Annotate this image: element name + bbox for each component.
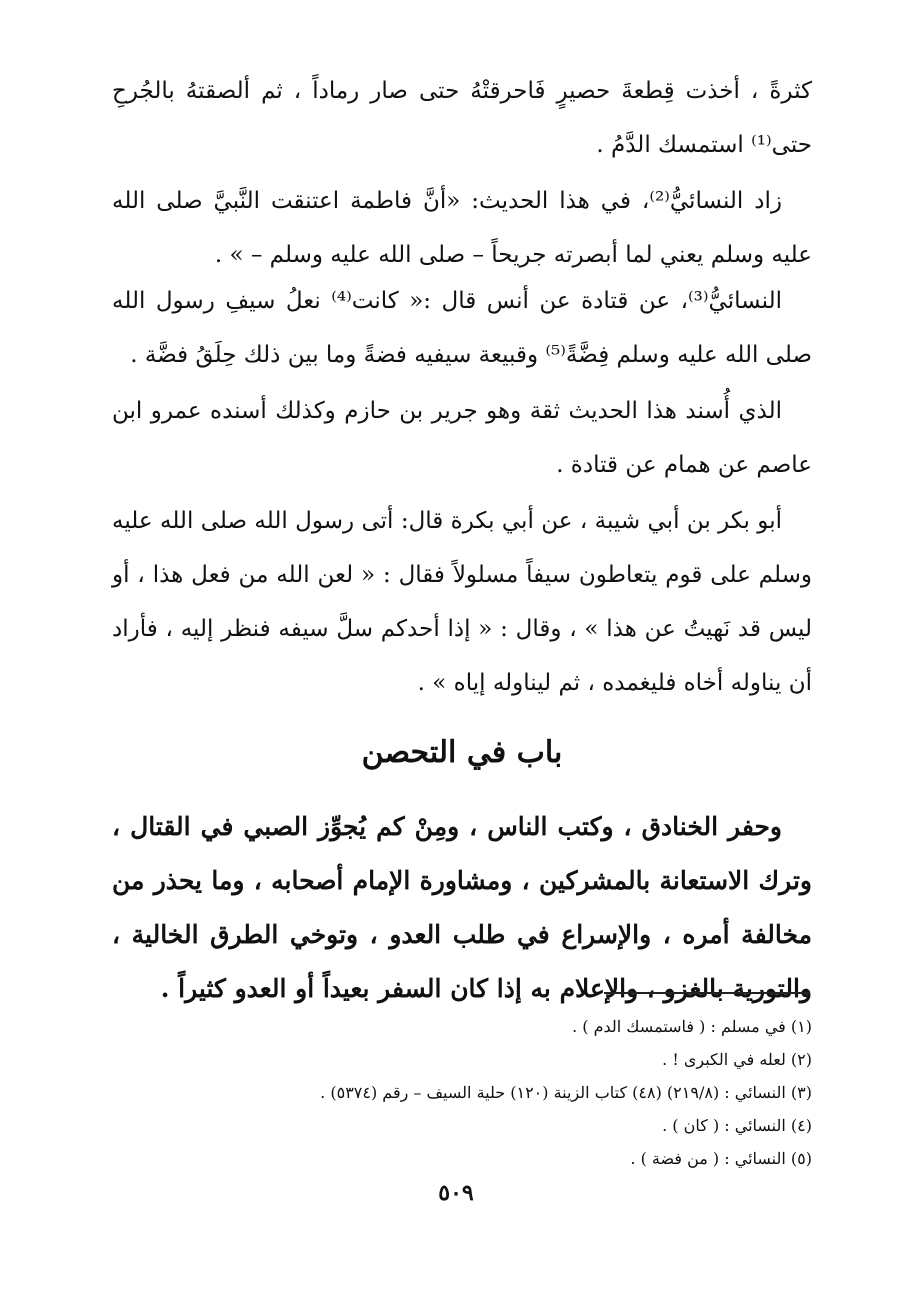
body-text xyxy=(112,494,812,710)
section-summary xyxy=(112,800,812,1016)
footnote-divider xyxy=(604,992,810,994)
body-text xyxy=(112,174,812,282)
footnote-1: (١) في مسلم : ( فاستمسك الدم ) . xyxy=(572,1017,812,1036)
paragraph-5: أبو بكر بن أبي شيبة ، عن أبي بكرة قال: أتى رسول الله صلى الله عليه وسلم على قوم يتعاطون سيفاً مسلولاً فقال : « لعن الله من فعل هذا ، أو ليس قد نَهيتُ عن هذا » ، وقال : « إذا أحدكم سلَّ سيفه فنظر إليه ، فأراد أن يناوله أخاه فليغمده ، ثم ليناوله إياه » . xyxy=(112,508,812,696)
body-text xyxy=(112,64,812,172)
paragraph-3: النسائيُّ⁽³⁾، عن قتادة عن أنس قال :« كانت⁽⁴⁾ نعلُ سيفِ رسول الله صلى الله عليه وسلم فِضَّةً⁽⁵⁾ وقبيعة سيفيه فضةً وما بين ذلك حِلَقُ فضَّة . xyxy=(112,288,812,368)
paragraph-4: الذي أُسند هذا الحديث ثقة وهو جرير بن حازم وكذلك أسنده عمرو ابن عاصم عن همام عن قتادة . xyxy=(112,398,812,478)
footnote-3: (٣) النسائي : (٢١٩/٨) (٤٨) كتاب الزينة (١٢٠) حلية السيف – رقم (٥٣٧٤) . xyxy=(320,1083,812,1102)
body-text xyxy=(112,274,812,382)
footnote-4: (٤) النسائي : ( كان ) . xyxy=(662,1116,812,1135)
footnote-5: (٥) النسائي : ( من فضة ) . xyxy=(630,1149,812,1168)
page-number: ٥٠٩ xyxy=(438,1180,474,1206)
paragraph-2: زاد النسائيُّ⁽²⁾، في هذا الحديث: «أنَّ فاطمة اعتنقت النَّبيَّ صلى الله عليه وسلم يعني لما أبصرته جريحاً – صلى الله عليه وسلم – » . xyxy=(112,188,812,268)
summary-text: وحفر الخنادق ، وكتب الناس ، ومِنْ كم يُجوِّز الصبي في القتال ، وترك الاستعانة بالمشركين ، ومشاورة الإمام أصحابه ، وما يحذر من مخالفة أمره ، والإسراع في طلب العدو ، وتوخي الطرق الخالية ، والتورية بالغزو ، والإعلام به إذا كان السفر بعيداً أو العدو كثيراً . xyxy=(112,812,812,1003)
body-text xyxy=(112,384,812,492)
section-heading: باب في التحصن xyxy=(361,735,563,770)
footnotes xyxy=(112,1010,812,1175)
footnote-2: (٢) لعله في الكبرى ! . xyxy=(662,1050,812,1069)
paragraph-1: كثرةً ، أخذت قِطعةَ حصيرٍ فَاحرقتْهُ حتى صار رماداً ، ثم ألصقتهُ بالجُرحِ حتى⁽¹⁾ استمسك الدَّمُ . xyxy=(112,78,812,158)
